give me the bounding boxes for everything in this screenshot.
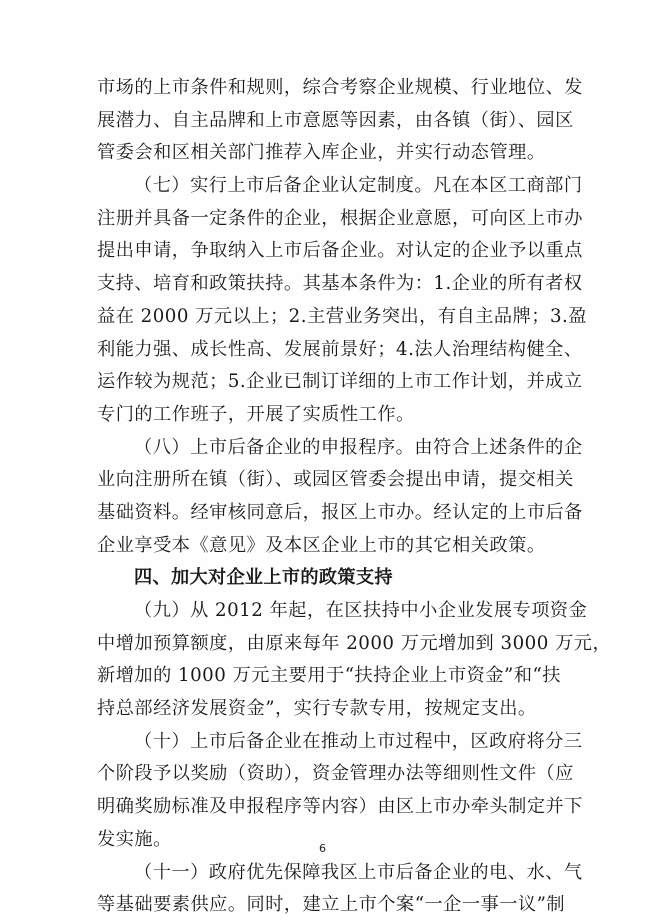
text-line: 个阶段予以奖励（资助），资金管理办法等细则性文件（应 [97, 763, 574, 785]
text-line: 专门的工作班子，开展了实质性工作。 [97, 403, 415, 425]
text-line: 中增加预算额度，由原来每年 2000 万元增加到 3000 万元， [97, 632, 612, 654]
text-line: 管委会和区相关部门推荐入库企业，并实行动态管理。 [97, 142, 546, 164]
text-line: 新增加的 1000 万元主要用于“扶持企业上市资金”和“扶 [97, 665, 561, 687]
document-body [97, 72, 612, 922]
text-line: 企业享受本《意见》及本区企业上市的其它相关政策。 [97, 534, 546, 556]
text-line: 利能力强、成长性高、发展前景好；4.法人治理结构健全、 [97, 338, 583, 360]
text-line: 持总部经济发展资金”，实行专款专用，按规定支出。 [97, 698, 537, 720]
text-line: 等基础要素供应。同时，建立上市个案“一企一事一议”制 [97, 894, 566, 916]
text-line: 明确奖励标准及申报程序等内容）由区上市办牵头制定并下 [97, 796, 583, 818]
text-line: 业向注册所在镇（街）、或园区管委会提出申请，提交相关 [97, 469, 574, 491]
section-heading: 四、加大对企业上市的政策支持 [134, 567, 393, 589]
text-line: 运作较为规范；5.企业已制订详细的上市工作计划，并成立 [97, 371, 583, 393]
text-line: 发实施。 [97, 828, 172, 850]
text-line: 提出申请，争取纳入上市后备企业。对认定的企业予以重点 [97, 240, 583, 262]
text-line: 基础资料。经审核同意后，报区上市办。经认定的上市后备 [97, 501, 583, 523]
text-line: （九）从 2012 年起，在区扶持中小企业发展专项资金 [134, 600, 588, 621]
text-line: （十一）政府优先保障我区上市后备企业的电、水、气 [134, 861, 583, 883]
text-line: 注册并具备一定条件的企业，根据企业意愿，可向区上市办 [97, 207, 583, 229]
text-line: （十）上市后备企业在推动上市过程中，区政府将分三 [134, 730, 583, 752]
text-line: （八）上市后备企业的申报程序。由符合上述条件的企 [134, 436, 583, 458]
text-line: （七）实行上市后备企业认定制度。凡在本区工商部门 [134, 175, 583, 197]
text-line: 市场的上市条件和规则，综合考察企业规模、行业地位、发 [97, 77, 583, 98]
text-line: 支持、培育和政策扶持。其基本条件为：1.企业的所有者权 [97, 273, 583, 295]
text-line: 展潜力、自主品牌和上市意愿等因素，由各镇（街）、园区 [97, 109, 574, 131]
text-line: 益在 2000 万元以上；2.主营业务突出，有自主品牌；3.盈 [97, 305, 587, 327]
page-number: 6 [319, 842, 326, 855]
